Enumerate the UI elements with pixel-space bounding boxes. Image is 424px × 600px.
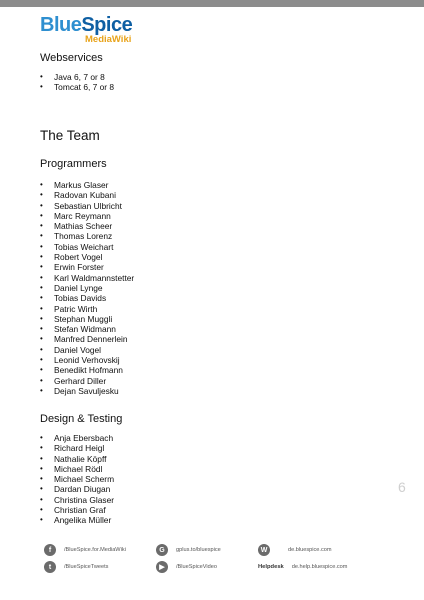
list-item-text: Tomcat 6, 7 or 8 — [54, 82, 115, 93]
list-item — [40, 454, 114, 464]
bullet: • — [40, 385, 43, 395]
design-heading: Design & Testing — [40, 413, 123, 425]
bullet: • — [40, 303, 43, 313]
list-item — [40, 365, 134, 375]
list-item-text: Manfred Dennerlein — [54, 334, 128, 345]
list-item-text: Radovan Kubani — [54, 190, 116, 201]
google-plus-icon: G — [156, 544, 168, 556]
bullet: • — [40, 262, 43, 272]
bullet: • — [40, 221, 43, 231]
list-item — [40, 324, 134, 334]
list-item — [40, 221, 134, 231]
list-item — [40, 386, 134, 396]
bullet: • — [40, 344, 43, 354]
page-number: 6 — [398, 479, 406, 495]
logo-subtitle: MediaWiki — [85, 34, 132, 45]
list-item — [40, 273, 134, 283]
footer-website[interactable] — [258, 543, 332, 557]
bullet: • — [40, 463, 43, 473]
bullet: • — [40, 282, 43, 292]
bullet: • — [40, 355, 43, 365]
bullet: • — [40, 82, 43, 92]
list-item-text: Thomas Lorenz — [54, 231, 113, 242]
list-item-text: Christian Graf — [54, 505, 106, 516]
list-item — [40, 252, 134, 262]
bullet: • — [40, 241, 43, 251]
list-item — [40, 304, 134, 314]
list-item-text: Angelika Müller — [54, 515, 112, 526]
twitter-icon: t — [44, 561, 56, 573]
list-item — [40, 283, 134, 293]
bullet: • — [40, 180, 43, 189]
footer-gplus[interactable] — [156, 543, 221, 557]
list-item — [40, 180, 134, 190]
bullet: • — [40, 293, 43, 303]
bullet: • — [40, 443, 43, 453]
list-item-text: Dejan Savuljesku — [54, 385, 119, 396]
footer-twitter-text: /BlueSpiceTweets — [64, 564, 109, 570]
design-list — [40, 433, 114, 526]
bullet: • — [40, 210, 43, 220]
list-item-text: Gerhard Diller — [54, 375, 107, 386]
list-item-text: Benedikt Hofmann — [54, 365, 123, 376]
list-item — [40, 242, 134, 252]
list-item-text: Patric Wirth — [54, 303, 98, 314]
list-item — [40, 72, 114, 82]
list-item-text: Karl Waldmannstetter — [54, 272, 135, 283]
list-item — [40, 231, 134, 241]
bullet: • — [40, 72, 43, 81]
list-item-text: Marc Reymann — [54, 210, 111, 221]
list-item — [40, 484, 114, 494]
list-item — [40, 443, 114, 453]
team-heading: The Team — [40, 128, 100, 143]
list-item-text: Robert Vogel — [54, 252, 103, 263]
bullet: • — [40, 433, 43, 442]
footer-facebook-text: /BlueSpice.for.MediaWiki — [64, 547, 126, 553]
list-item — [40, 334, 134, 344]
list-item — [40, 355, 134, 365]
list-item-text: Nathalie Köpff — [54, 453, 107, 464]
top-bar — [0, 0, 424, 7]
list-item-text: Markus Glaser — [54, 180, 109, 190]
list-item — [40, 201, 134, 211]
bullet: • — [40, 515, 43, 525]
footer-twitter[interactable] — [44, 560, 108, 574]
bullet: • — [40, 453, 43, 463]
footer-helpdesk-text: de.help.bluespice.com — [291, 564, 348, 570]
list-item — [40, 464, 114, 474]
list-item-text: Anja Ebersbach — [54, 433, 114, 443]
webservices-heading: Webservices — [40, 52, 103, 64]
list-item-text: Christina Glaser — [54, 494, 115, 505]
bullet: • — [40, 200, 43, 210]
bullet: • — [40, 484, 43, 494]
list-item — [40, 190, 134, 200]
list-item-text: Daniel Lynge — [54, 282, 103, 293]
footer-helpdesk-label: Helpdesk — [258, 564, 284, 570]
list-item-text: Stephan Muggli — [54, 313, 113, 324]
footer-website-text: de.bluespice.com — [288, 547, 332, 553]
list-item-text: Richard Heigl — [54, 443, 105, 454]
wordpress-icon: W — [258, 544, 270, 556]
list-item — [40, 495, 114, 505]
bullet: • — [40, 190, 43, 200]
bullet: • — [40, 252, 43, 262]
list-item — [40, 314, 134, 324]
bullet: • — [40, 474, 43, 484]
footer-video[interactable] — [156, 560, 217, 574]
list-item-text: Michael Rödl — [54, 463, 103, 474]
footer — [40, 538, 390, 582]
list-item-text: Java 6, 7 or 8 — [54, 72, 105, 82]
footer-helpdesk[interactable] — [258, 560, 347, 574]
list-item-text: Leonid Verhovskij — [54, 355, 120, 366]
list-item — [40, 433, 114, 443]
logo-part1: Blue — [40, 14, 82, 36]
bullet: • — [40, 324, 43, 334]
list-item — [40, 505, 114, 515]
logo-part2: Spice — [81, 14, 133, 36]
programmers-list — [40, 180, 134, 396]
list-item — [40, 293, 134, 303]
bluespice-logo — [40, 13, 133, 47]
list-item-text: Michael Scherm — [54, 474, 115, 485]
bullet: • — [40, 313, 43, 323]
facebook-icon: f — [44, 544, 56, 556]
bullet: • — [40, 375, 43, 385]
footer-gplus-text: gplus.to/bluespice — [176, 547, 221, 553]
list-item-text: Tobias Weichart — [54, 241, 114, 252]
webservices-list — [40, 72, 114, 93]
list-item-text: Dardan Diugan — [54, 484, 111, 495]
list-item-text: Stefan Widmann — [54, 324, 116, 335]
list-item-text: Sebastian Ulbricht — [54, 200, 122, 211]
list-item — [40, 211, 134, 221]
list-item-text: Daniel Vogel — [54, 344, 102, 355]
youtube-icon: ▶ — [156, 561, 168, 573]
list-item — [40, 474, 114, 484]
footer-facebook[interactable] — [44, 543, 126, 557]
bullet: • — [40, 272, 43, 282]
bullet: • — [40, 365, 43, 375]
list-item — [40, 345, 134, 355]
list-item — [40, 82, 114, 92]
list-item — [40, 376, 134, 386]
bullet: • — [40, 505, 43, 515]
list-item-text: Tobias Davids — [54, 293, 107, 304]
list-item — [40, 262, 134, 272]
bullet: • — [40, 334, 43, 344]
list-item — [40, 515, 114, 525]
footer-video-text: /BlueSpiceVideo — [176, 564, 217, 570]
programmers-heading: Programmers — [40, 158, 107, 170]
bullet: • — [40, 494, 43, 504]
list-item-text: Erwin Forster — [54, 262, 104, 273]
list-item-text: Mathias Scheer — [54, 221, 113, 232]
bullet: • — [40, 231, 43, 241]
